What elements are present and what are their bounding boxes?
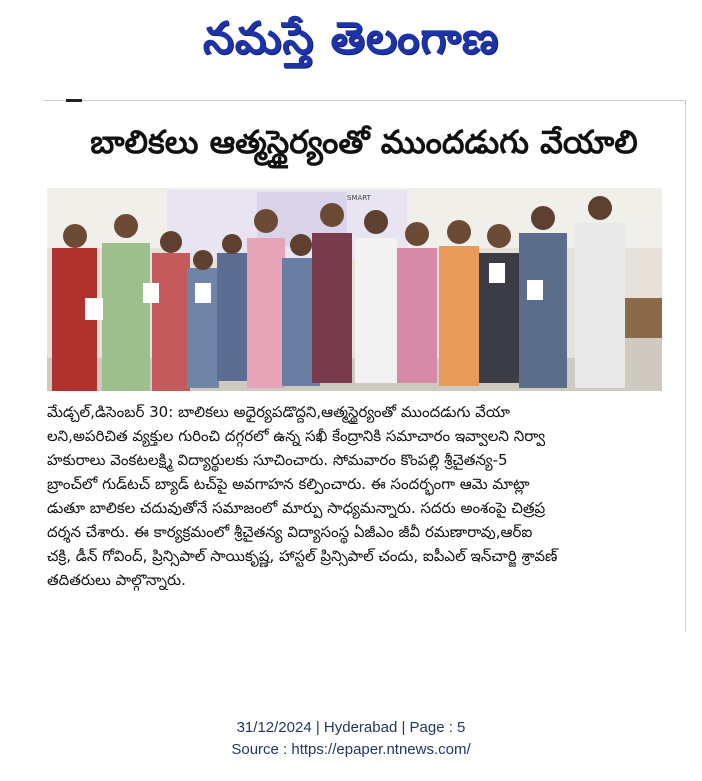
group-photo-illustration — [47, 188, 662, 391]
article-line: తదితరులు పాల్గొన్నారు. — [47, 571, 186, 589]
article-line: డుతూ బాలికల చదువుతోనే సమాజంలో మార్పు సాధ్యమన్నారు. సదరు అంశంపై చిత్రప్ర — [47, 499, 546, 517]
footer-source-line: Source : https://epaper.ntnews.com/ — [231, 741, 471, 758]
clipping-top-border — [44, 100, 684, 101]
photo-banner-text: SMART — [347, 194, 371, 202]
footer-date-line: 31/12/2024 | Hyderabad | Page : 5 — [236, 719, 466, 736]
newspaper-masthead — [0, 4, 702, 74]
article-headline: బాలికలు ఆత్మస్థైర్యంతో ముందడుగు వేయాలి — [90, 123, 638, 161]
clipping-corner-mark — [66, 99, 82, 102]
article-line: లని,అపరిచిత వ్యక్తుల గురించి దగ్గరలో ఉన్న సఖీ కేంద్రానికి సమాచారం ఇవ్వాలని నిర్వా — [47, 427, 546, 445]
article-body — [47, 400, 667, 592]
article-line: మేడ్చల్,డిసెంబర్ 30: బాలికలు అధైర్యపడొద్దని,ఆత్మస్థైర్యంతో ముందడుగు వేయా — [47, 403, 510, 421]
masthead-title: నమస్తే తెలంగాణ — [202, 13, 500, 64]
article-line: హకురాలు వెంకటలక్ష్మి విద్యార్థులకు సూచించారు. సోమవారం కొంపల్లి శ్రీచైతన్య-5 — [47, 451, 508, 469]
article-line: చక్రి, డీన్ గోవింద్, ప్రిన్సిపాల్ సాయికృష్ణ, హాస్టల్ ప్రిన్సిపాల్ చందు, ఐపీఎల్ ఇన్‌చార్జి శ్రావణ్ — [47, 547, 558, 565]
article-line: దర్శన చేశారు. ఈ కార్యక్రమంలో శ్రీచైతన్య విద్యాసంస్థ ఏజీఎం జీవీ రమణారావు,ఆర్ఐ — [47, 523, 533, 541]
event-photo — [47, 188, 662, 391]
article-line: బ్రాంచ్‌లో గుడ్‌టచ్ బ్యాడ్ టచ్‌పై అవగాహన కల్పించారు. ఈ సందర్భంగా ఆమె మాట్లా — [47, 475, 530, 493]
clipping-right-border — [685, 100, 686, 632]
